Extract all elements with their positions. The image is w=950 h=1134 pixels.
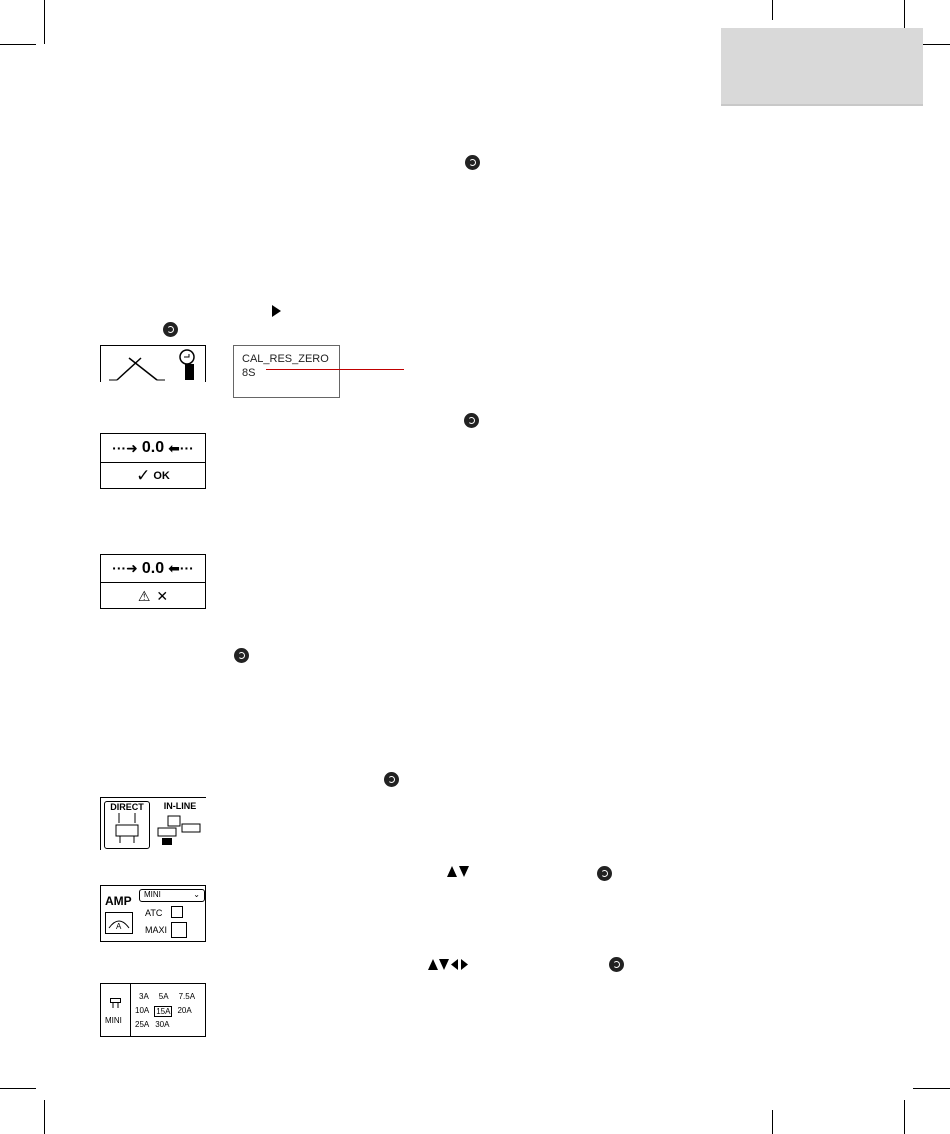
rotary-knob-icon	[163, 322, 178, 337]
fuse-rating-display	[100, 983, 206, 1037]
direct-label: DIRECT	[110, 802, 144, 812]
fuse-values-row-3	[135, 1020, 169, 1029]
right-arrow-icon	[272, 305, 282, 317]
mini-fuse-icon	[110, 998, 121, 1009]
crop-mark-top-left-h	[0, 44, 36, 45]
mode-select-display	[100, 797, 206, 850]
amp-title: AMP	[105, 894, 132, 908]
zero-fail-display	[100, 554, 206, 609]
checkmark-icon: ✓	[136, 466, 151, 485]
crop-mark-bottom-left-v	[44, 1100, 45, 1134]
rotary-knob-icon	[609, 957, 624, 972]
ammeter-icon	[105, 912, 133, 934]
fuse-value[interactable]: 20A	[177, 1006, 192, 1015]
arrow-right-icon: ···➜	[112, 560, 138, 576]
amp-type-display	[100, 885, 206, 942]
up-down-arrows-icon	[447, 866, 469, 877]
rotary-knob-icon	[234, 648, 249, 663]
crop-mark-bottom-right-h	[913, 1088, 950, 1089]
zero-ok-display	[100, 433, 206, 489]
arrow-left-icon: ⬅···	[168, 439, 194, 456]
section-tab	[721, 28, 923, 106]
direct-probe-icon	[107, 813, 147, 845]
fuse-values-row-2	[135, 1006, 192, 1017]
rotary-knob-icon	[384, 772, 399, 787]
direct-option	[104, 801, 150, 849]
rotary-knob-icon	[464, 413, 479, 428]
probe-tips-icon	[101, 346, 205, 382]
calibration-display	[233, 345, 340, 398]
zero-ok-reading: 0.0	[141, 439, 165, 456]
crop-mark-bottom-right-v	[904, 1100, 905, 1134]
arrow-left-icon: ⬅···	[168, 560, 194, 576]
callout-leader-line	[266, 369, 404, 370]
maxi-fuse-icon	[171, 922, 187, 938]
arrow-right-icon: ···➜	[112, 439, 138, 456]
inline-label: IN-LINE	[163, 801, 197, 811]
fuse-value[interactable]: 7.5A	[178, 992, 196, 1001]
fuse-type-label: MINI	[105, 1016, 122, 1025]
crop-mark-bottom-left-h	[0, 1088, 36, 1089]
warning-icon: ⚠	[137, 587, 151, 604]
dropdown-chevron-icon: ⌄	[193, 890, 200, 899]
atc-fuse-icon	[171, 906, 183, 918]
fail-x-icon: ✕	[156, 587, 169, 604]
probe-press-illustration	[100, 345, 206, 382]
inline-option	[154, 801, 206, 847]
fuse-value[interactable]: 3A	[139, 992, 149, 1001]
center-registration-line	[772, 0, 773, 20]
fuse-option-mini[interactable]: MINI ⌄	[139, 889, 205, 902]
center-registration-line-bottom	[772, 1110, 773, 1134]
calibration-line-1: CAL_RES_ZERO	[242, 353, 329, 365]
fuse-value[interactable]: 10A	[135, 1006, 150, 1015]
fuse-option-atc[interactable]: ATC	[145, 908, 163, 918]
fuse-values-row-1	[139, 992, 195, 1001]
fuse-value[interactable]: 25A	[135, 1020, 150, 1029]
fuse-option-maxi[interactable]: MAXI	[145, 925, 168, 935]
crop-mark-top-left-v	[44, 0, 45, 44]
rotary-knob-icon	[597, 866, 612, 881]
fuse-value[interactable]: 5A	[158, 992, 169, 1001]
zero-fail-reading: 0.0	[141, 559, 165, 577]
fuse-value-selected[interactable]: 15A	[156, 1007, 171, 1016]
section-tab-underline	[721, 104, 923, 106]
inline-clamp-icon	[154, 812, 206, 846]
fuse-value[interactable]: 30A	[155, 1020, 170, 1029]
four-arrows-icon	[428, 958, 468, 970]
svg-text:A: A	[116, 922, 122, 931]
rotary-knob-icon	[465, 155, 480, 170]
zero-ok-status: OK	[153, 470, 170, 482]
calibration-line-2: 8S	[242, 367, 256, 379]
